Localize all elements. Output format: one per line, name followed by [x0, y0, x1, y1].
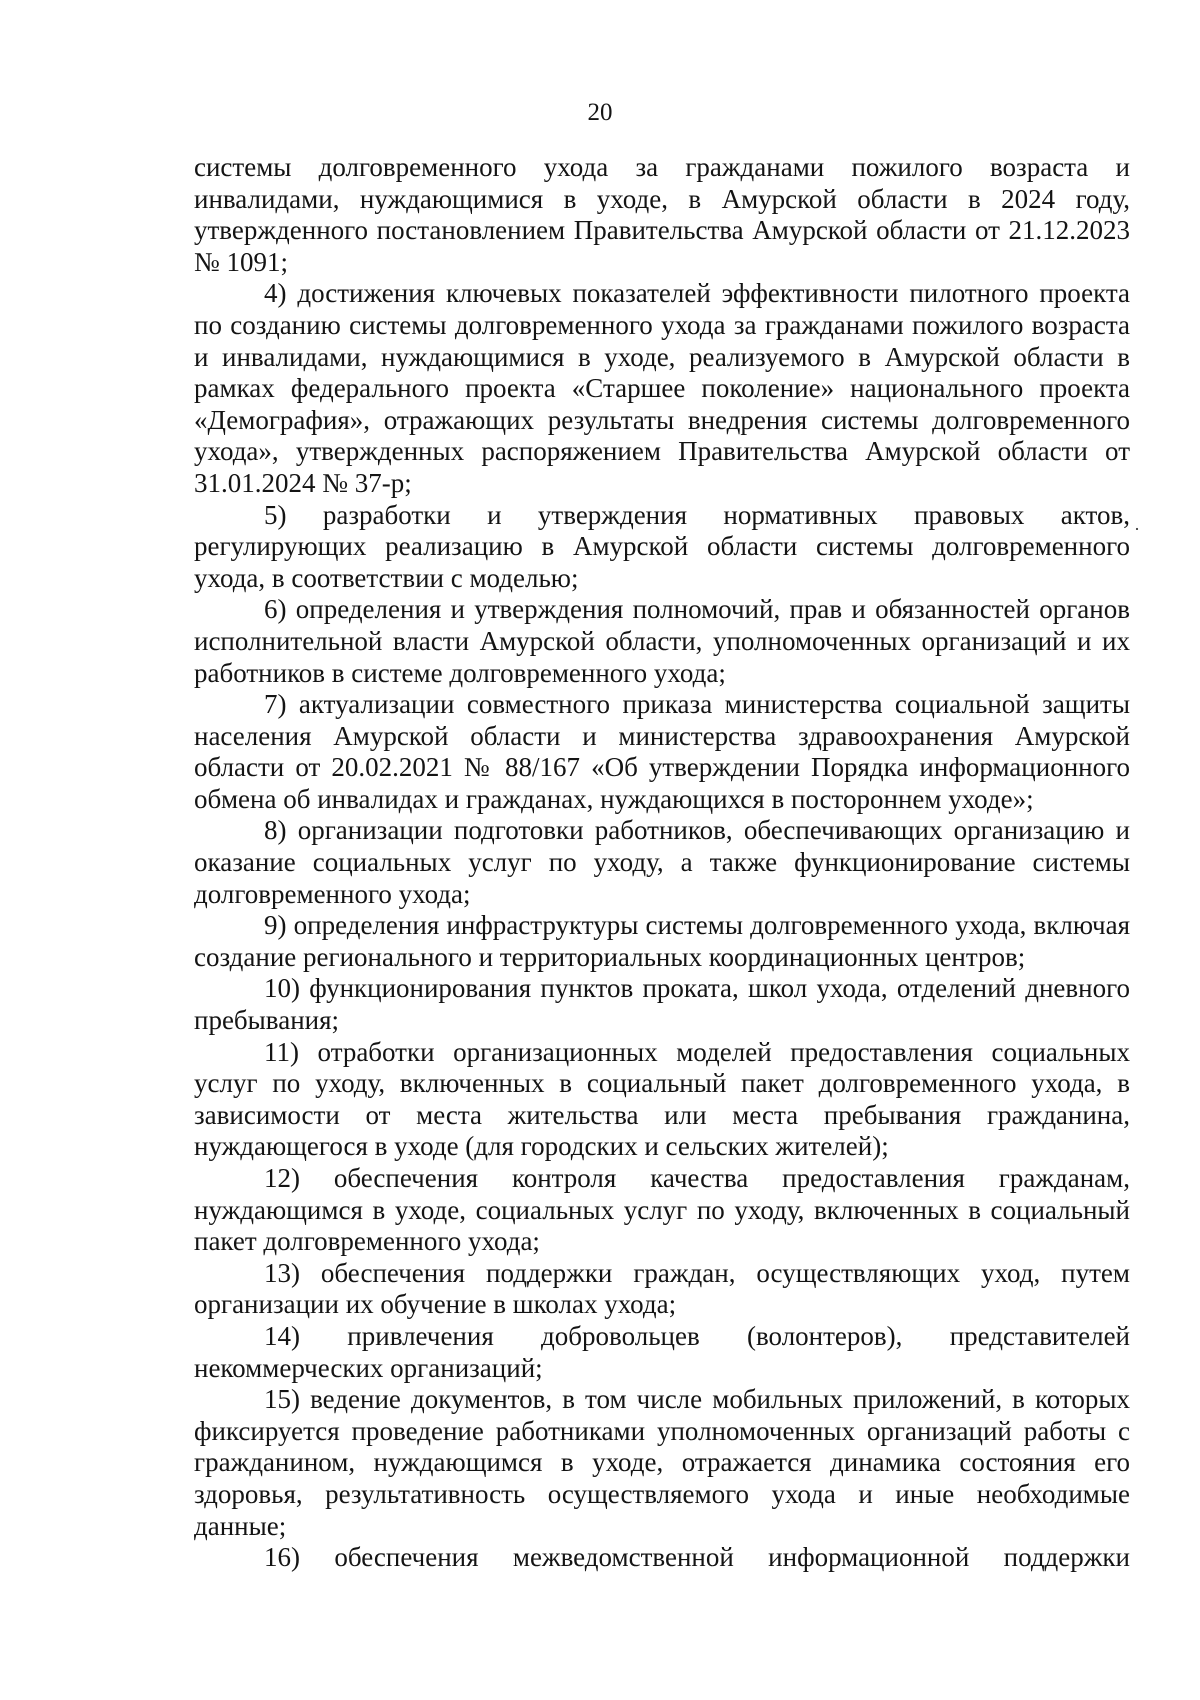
- list-item-15: 15) ведение документов, в том числе мобильных приложений, в которых фиксируется проведение работниками уполномоченных организаций работы с гражданином, нуждающимся в уходе, отражается динамика состояния его здоровья, результативность осуществляемого ухода и иные необходимые данные;: [194, 1384, 1130, 1541]
- list-item-10: 10) функционирования пунктов проката, школ ухода, отделений дневного пребывания;: [194, 973, 1130, 1036]
- list-item-9: 9) определения инфраструктуры системы долговременного ухода, включая создание регионального и территориальных координационных центров;: [194, 910, 1130, 972]
- list-item-14: 14) привлечения добровольцев (волонтеров), представителей некоммерческих организаций;: [194, 1320, 1130, 1383]
- list-item-16: 16) обеспечения межведомственной информационной поддержки: [264, 1542, 1130, 1573]
- paragraph-continuation: системы долговременного ухода за гражданами пожилого возраста и инвалидами, нуждающимися в уходе, в Амурской области в 2024 году, утвержденного постановлением Правительства Амурской области от 21.12.2023 № 1091;: [194, 152, 1130, 277]
- list-item-8: 8) организации подготовки работников, обеспечивающих организацию и оказание социальных услуг по уходу, а также функционирование системы долговременного ухода;: [194, 815, 1130, 909]
- document-body: [194, 152, 1130, 1574]
- list-item-6: 6) определения и утверждения полномочий, прав и обязанностей органов исполнительной власти Амурской области, уполномоченных организаций и их работников в системе долговременного ухода;: [194, 594, 1130, 688]
- page-number: 20: [587, 99, 613, 126]
- list-item-11: 11) отработки организационных моделей предоставления социальных услуг по уходу, включенных в социальный пакет долговременного ухода, в зависимости от места жительства или места пребывания гражданина, нуждающегося в уходе (для городских и сельских жителей);: [194, 1036, 1130, 1162]
- list-item-12: 12) обеспечения контроля качества предоставления гражданам, нуждающимся в уходе, социальных услуг по уходу, включенных в социальный пакет долговременного ухода;: [194, 1163, 1130, 1257]
- list-item-7: 7) актуализации совместного приказа министерства социальной защиты населения Амурской области и министерства здравоохранения Амурской области от 20.02.2021 № 88/167 «Об утверждении Порядка информационного обмена об инвалидах и гражданах, нуждающихся в постороннем уходе»;: [194, 689, 1130, 814]
- list-item-13: 13) обеспечения поддержки граждан, осуществляющих уход, путем организации их обучение в школах ухода;: [194, 1257, 1130, 1320]
- list-item-5: 5) разработки и утверждения нормативных правовых актов, регулирующих реализацию в Амурской области системы долговременного ухода, в соответствии с моделью;: [194, 499, 1130, 593]
- scan-artifact-dot: ·: [1134, 519, 1140, 539]
- list-item-4: 4) достижения ключевых показателей эффективности пилотного проекта по созданию системы долговременного ухода за гражданами пожилого возраста и инвалидами, нуждающимися в уходе, реализуемого в Амурской области в рамках федерального проекта «Старшее поколение» национального проекта «Демография», отражающих результаты внедрения системы долговременного ухода», утвержденных распоряжением Правительства Амурской области от 31.01.2024 № 37-р;: [194, 278, 1130, 498]
